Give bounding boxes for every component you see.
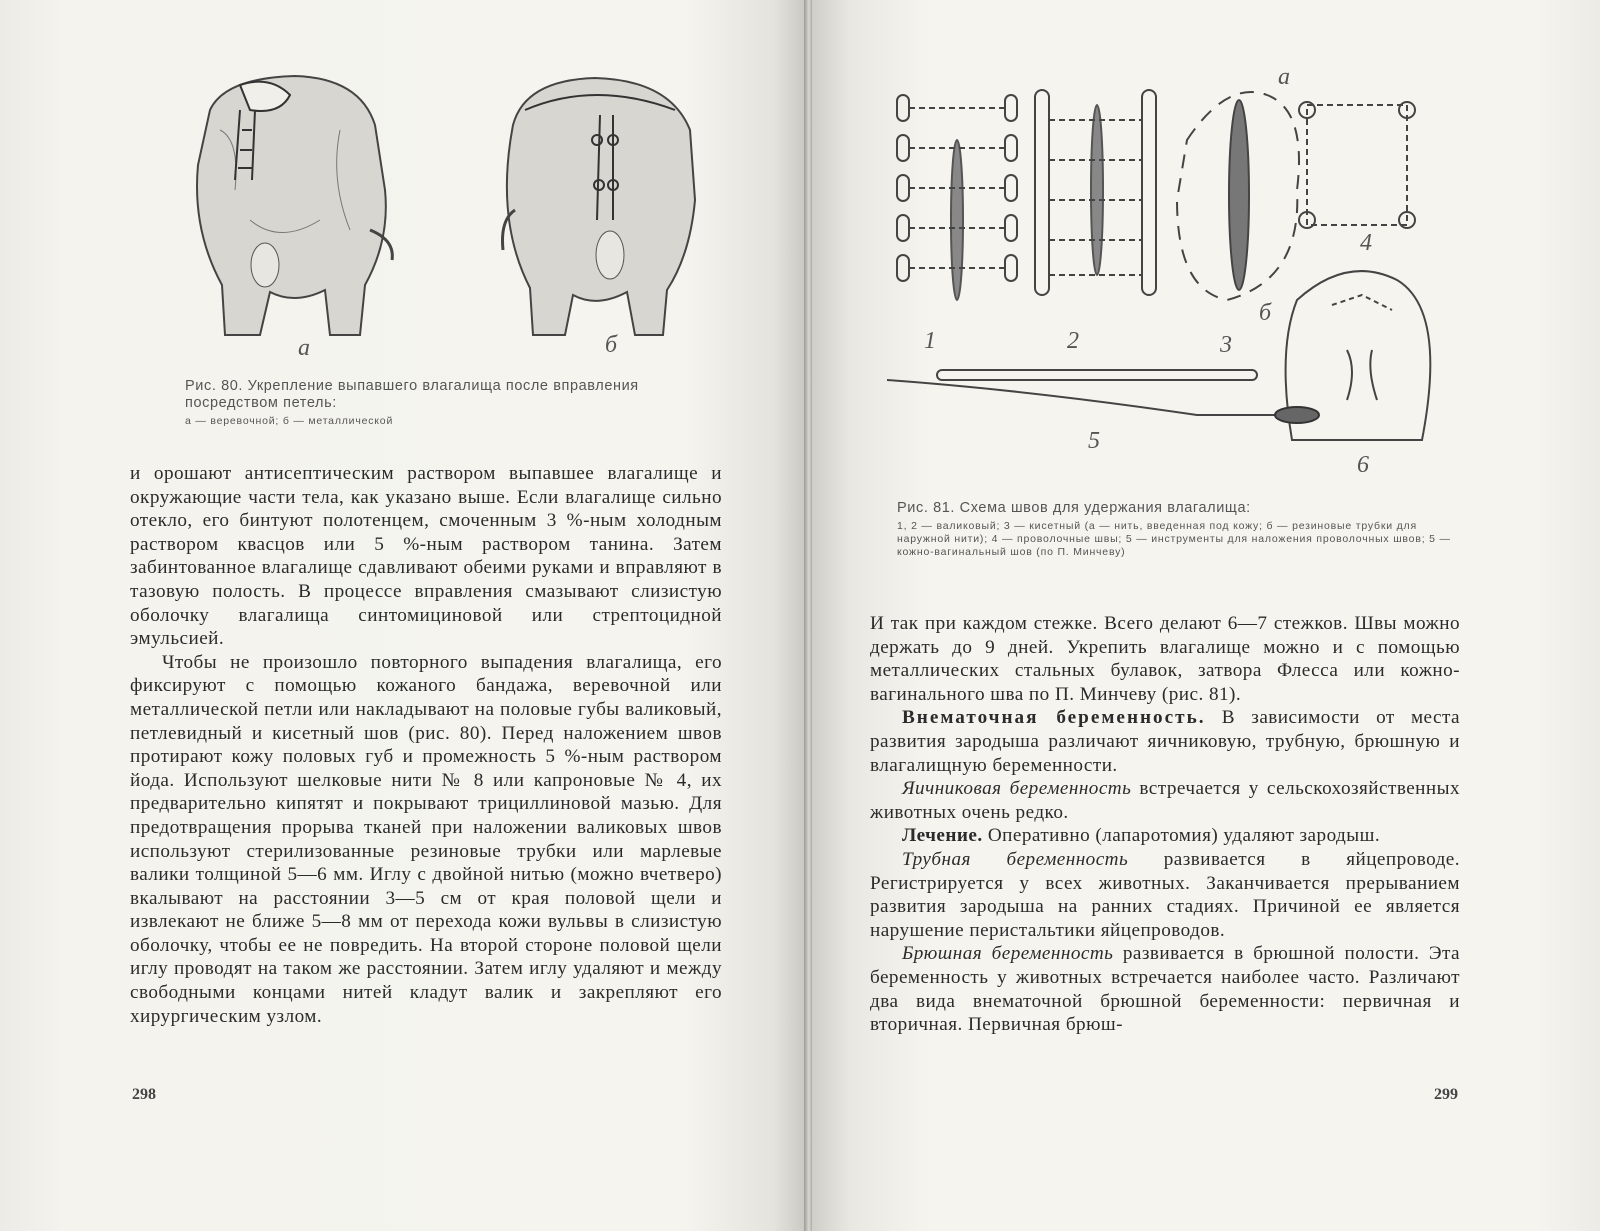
figure-80-caption-title: Рис. 80. Укрепление выпавшего влагалища после вправления посредством петель: (185, 378, 639, 411)
figure-81-caption (897, 500, 1469, 559)
paragraph (870, 706, 1460, 777)
paragraph (870, 942, 1460, 1036)
paragraph (870, 777, 1460, 824)
figure-81-label-2: 2 (1067, 328, 1079, 354)
paragraph-text: встречается у сельскохозяйственных животных очень редко. (870, 778, 1461, 823)
figure-81-label-1: 1 (924, 328, 936, 354)
figure-80-caption-legend: а — веревочной; б — металлической (185, 415, 394, 427)
section-heading: Внематочная беременность. (902, 707, 1206, 729)
figure-81-label-3: 3 (1220, 332, 1232, 358)
paragraph-text: развивается в брюшной полости. Эта беременность у животных встречается наиболее часто. Различают два вида внематочной брюшной беременности: первичная и вторичная. Первичная брюш- (870, 943, 1460, 1036)
page-number: 298 (132, 1086, 156, 1103)
page-number: 299 (1434, 1086, 1458, 1103)
term-italic: Трубная беременность (902, 848, 1129, 870)
term-bold: Лечение. (902, 825, 983, 847)
paragraph (870, 848, 1460, 942)
figure-80-caption (185, 378, 695, 428)
cow-rear-rope-loop-illustration (180, 70, 410, 345)
paragraph: Чтобы не произошло повторного выпадения влагалища, его фиксируют с помощью кожаного бандажа, веревочной или металлической петли или накладывают на половые губы валиковый, петлевидный и кисетный шов (рис. 80). Перед наложением швов протирают кожу половых губ и промежность 5 %-ным раствором йода. Используют шелковые нити № 8 или капроновые № 4, их предварительно кипятят и покрывают трициллиновой мазью. Для предотвращения прорыва тканей при наложении валиковых швов используют стерилизованные резиновые трубки или марлевые валики толщиной 5—6 мм. Иглу с двойной нитью (можно вчетверо) вкалывают на расстоянии 3—5 см от края половой щели и извлекают не ближе 5—8 мм от перехода кожи вульвы в слизистую оболочку, чтобы ее не повредить. На второй стороне половой щели иглу проводят на таком же расстоянии. Затем иглу удаляют и между свободными концами нитей кладут валик и закрепляют его хирургическим узлом. (130, 651, 722, 1027)
term-italic: Брюшная беременность (902, 943, 1114, 965)
figure-81-label-a: а (1278, 64, 1290, 90)
paragraph (870, 824, 1460, 848)
paragraph-text: В зависимости от места развития зародыша различают яичниковую, трубную, брюшную и влагалищную беременности. (870, 707, 1460, 776)
figure-81-caption-legend: 1, 2 — валиковый; 3 — кисетный (а — нить, введенная под кожу; б — резиновые трубки для наружной нити); 4 — проволочные швы; 5 — инструменты для наложения проволочных швов; 5 — кожно-вагинальный шов (по П. Минчеву) (897, 520, 1451, 558)
right-page (812, 0, 1600, 1231)
figure-80-label-a: а (298, 335, 310, 361)
paragraph: и орошают антисептическим раствором выпавшее влагалище и окружающие части тела, как указано выше. Если влагалище сильно отекло, его бинтуют полотенцем, смоченным 3 %-ным холодным раствором квасцов или 5 %-ным раствором танина. Затем забинтованное влагалище сдавливают обеими руками и вправляют в тазовую полость. В процессе вправления смазывают слизистую оболочку влагалища синтомициновой или стрептоцидной эмульсией. (130, 463, 722, 650)
figure-81-caption-title: Рис. 81. Схема швов для удержания влагалища: (897, 500, 1251, 516)
term-italic: Яичниковая беременность (902, 778, 1132, 800)
left-page-body (130, 462, 722, 1028)
figure-81-label-4: 4 (1360, 230, 1372, 256)
suture-schemes-illustration (877, 70, 1477, 470)
figure-81-label-b: б (1259, 300, 1272, 326)
right-page-body (870, 612, 1460, 1037)
paragraph: И так при каждом стежке. Всего делают 6—7 стежков. Швы можно держать до 9 дней. Укрепить влагалище можно и с помощью металлических стальных булавок, затвора Флесса или кожно-вагинального шва по П. Минчеву (рис. 81). (870, 613, 1460, 705)
paragraph-text: Оперативно (лапаротомия) удаляют зародыш. (982, 825, 1381, 847)
figure-81-label-5: 5 (1088, 428, 1100, 454)
cow-rear-metal-loop-illustration (485, 70, 715, 345)
figure-81-label-6: 6 (1357, 452, 1369, 478)
paragraph-text: развивается в яйцепроводе. Регистрируется у всех животных. Заканчивается прерыванием развития зародыша на ранних стадиях. Причиной ее является нарушение перистальтики яйцепроводов. (870, 848, 1460, 941)
figure-80-label-b: б (605, 332, 618, 358)
